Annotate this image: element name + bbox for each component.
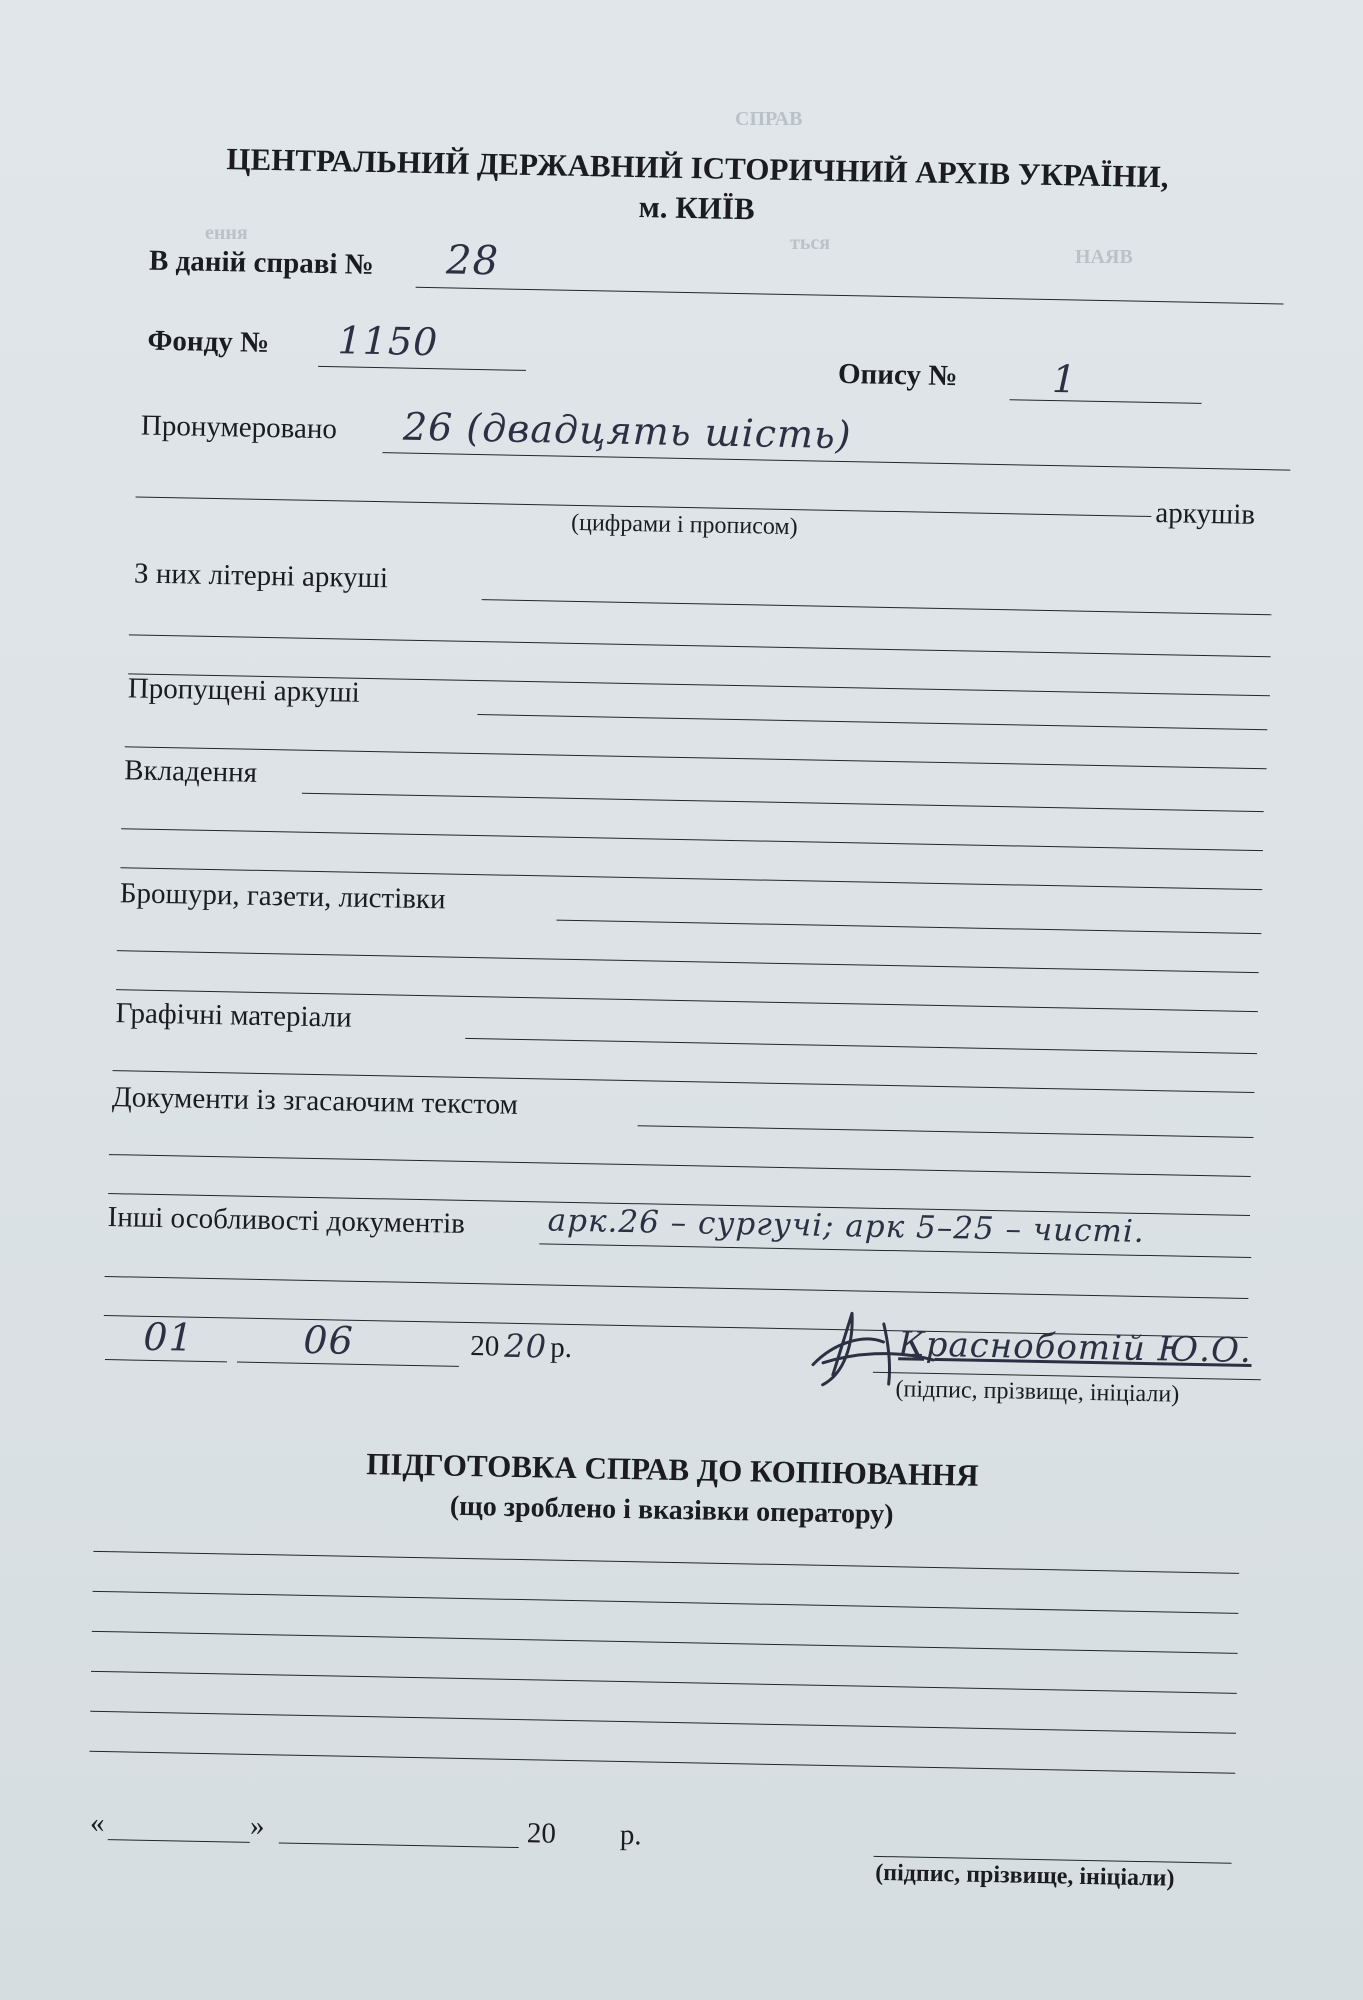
- notes-line-6: [89, 1751, 1235, 1774]
- bleed-through-top: СПРАВ: [735, 108, 803, 130]
- footer-day-line: [108, 1839, 250, 1843]
- lettered-label: З них літерні аркуші: [133, 557, 389, 595]
- footer-caption: (підпис, прізвище, ініціали): [875, 1859, 1175, 1892]
- footer-open-quote: «: [89, 1806, 105, 1840]
- city-title: м. КИЇВ: [638, 189, 756, 227]
- signature-caption: (підпис, прізвище, ініціали): [895, 1376, 1180, 1408]
- date-year-unit: р.: [549, 1331, 573, 1364]
- other-line-2: [105, 1276, 1249, 1299]
- case-value: 28: [445, 237, 500, 285]
- numbered-suffix: аркушів: [1155, 497, 1256, 531]
- section2-subtitle: (що зроблено і вказівки оператору): [449, 1490, 894, 1531]
- numbered-value: 26 (двадцять шість): [402, 404, 852, 458]
- case-label: В даній справі №: [148, 244, 375, 281]
- missing-line-2: [125, 746, 1267, 769]
- enclosures-line-1: [302, 793, 1264, 812]
- opys-value: 1: [1051, 357, 1078, 402]
- bleed-through-right: НАЯВ: [1075, 246, 1133, 268]
- section2-title: ПІДГОТОВКА СПРАВ ДО КОПІЮВАННЯ: [366, 1446, 979, 1493]
- footer-month-line: [279, 1842, 519, 1848]
- footer-unit: р.: [619, 1819, 643, 1852]
- notes-line-3: [92, 1631, 1238, 1654]
- brochures-line-2: [117, 950, 1259, 973]
- lettered-line-2: [129, 634, 1271, 657]
- signature-name: Красноботій Ю.О.: [898, 1324, 1253, 1372]
- missing-line-1: [477, 714, 1267, 730]
- fading-label: Документи із згасаючим текстом: [111, 1081, 519, 1121]
- fond-value: 1150: [337, 318, 439, 365]
- bleed-through-left: ення: [205, 222, 248, 244]
- lettered-line-1: [482, 599, 1272, 615]
- opys-line: [1010, 399, 1202, 404]
- date-year-prefix: 20: [470, 1330, 500, 1363]
- footer-close-quote: »: [249, 1809, 265, 1843]
- numbered-label: Пронумеровано: [140, 409, 338, 446]
- case-line: [416, 287, 1284, 305]
- brochures-label: Брошури, газети, листівки: [119, 877, 446, 916]
- missing-label: Пропущені аркуші: [127, 672, 361, 709]
- fading-line-1: [638, 1125, 1254, 1138]
- footer-year: 20: [526, 1817, 557, 1850]
- institution-title: ЦЕНТРАЛЬНИЙ ДЕРЖАВНИЙ ІСТОРИЧНИЙ АРХІВ УКРАЇНИ,: [226, 141, 1169, 195]
- graphics-label: Графічні матеріали: [115, 997, 352, 1034]
- fading-line-2: [109, 1154, 1251, 1177]
- other-value: арк.26 – сургучі; арк 5–25 – чисті.: [547, 1202, 1146, 1250]
- numbered-hint: (цифрами і прописом): [570, 509, 798, 541]
- notes-line-4: [91, 1671, 1237, 1694]
- other-label: Інші особливості документів: [107, 1201, 466, 1240]
- fond-label: Фонду №: [147, 324, 270, 359]
- notes-line-5: [90, 1711, 1236, 1734]
- graphics-line-1: [465, 1038, 1257, 1054]
- opys-label: Опису №: [837, 357, 958, 393]
- notes-line-1: [93, 1551, 1239, 1574]
- enclosures-line-2: [121, 828, 1263, 851]
- notes-line-2: [93, 1591, 1239, 1614]
- date-day: 01: [143, 1314, 195, 1360]
- date-day-line: [105, 1359, 227, 1362]
- date-month: 06: [302, 1317, 355, 1363]
- bleed-through-mid: ться: [790, 232, 831, 254]
- fond-line: [318, 366, 526, 371]
- enclosures-label: Вкладення: [124, 754, 258, 789]
- date-year-suffix: 20: [503, 1326, 548, 1366]
- brochures-line-1: [557, 920, 1262, 935]
